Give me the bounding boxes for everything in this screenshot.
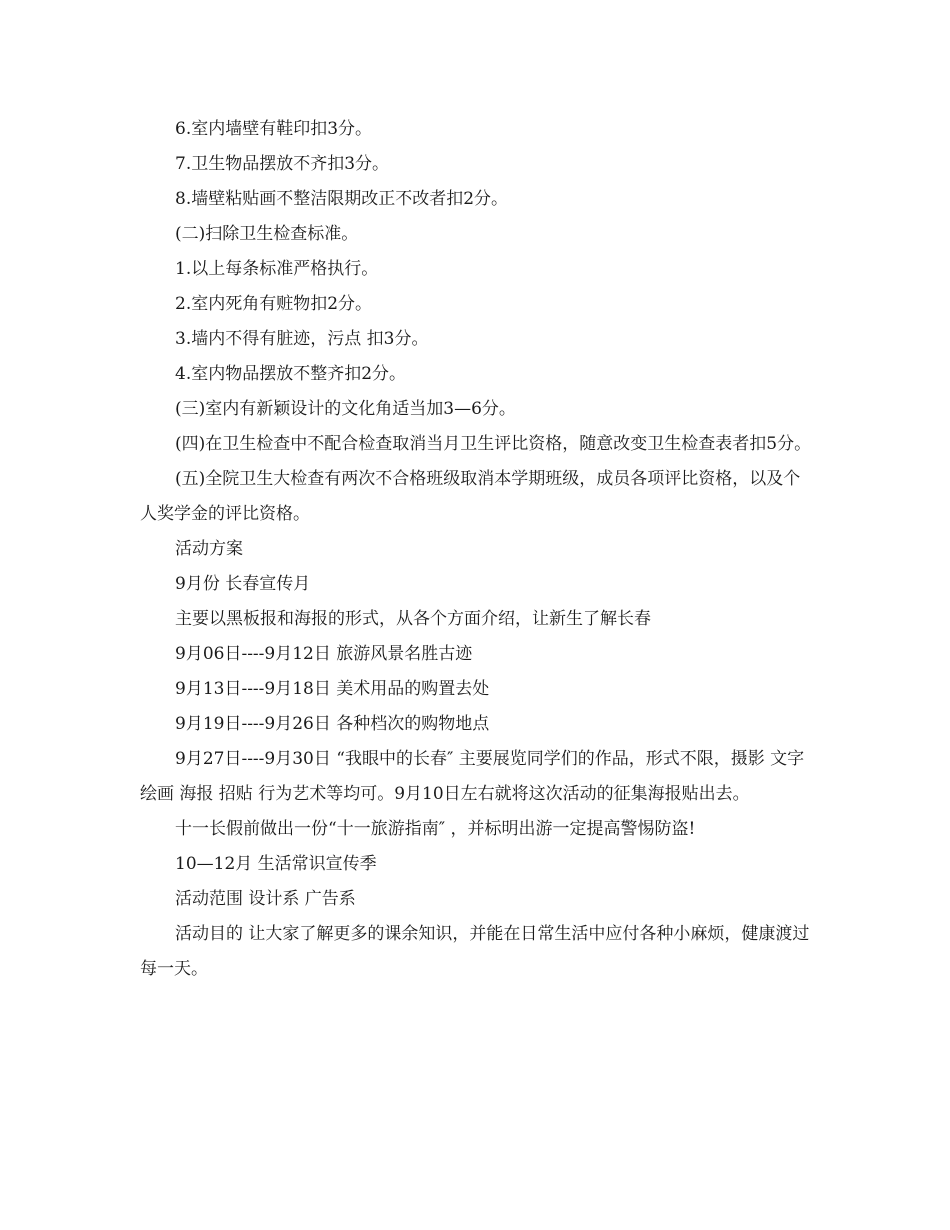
life-knowledge-season-title: 10—12月 生活常识宣传季 (175, 854, 377, 874)
schedule-item-1: 9月06日----9月12日 旅游风景名胜古迹 (175, 644, 473, 664)
schedule-item-3: 9月19日----9月26日 各种档次的购物地点 (175, 714, 490, 734)
paragraph-item-1: 1.以上每条标准严格执行。 (175, 259, 379, 279)
paragraph-item-4: 4.室内物品摆放不整齐扣2分。 (175, 364, 407, 384)
schedule-item-2: 9月13日----9月18日 美术用品的购置去处 (175, 679, 490, 699)
paragraph-item-7: 7.卫生物品摆放不齐扣3分。 (175, 154, 390, 174)
paragraph-item-6: 6.室内墙壁有鞋印扣3分。 (175, 119, 373, 139)
section-five: (五)全院卫生大检查有两次不合格班级取消本学期班级，成员各项评比资格，以及个人奖学金的评比资格。 (140, 469, 801, 524)
document-body (140, 112, 816, 987)
paragraph-item-2: 2.室内死角有赃物扣2分。 (175, 294, 373, 314)
section-four: (四)在卫生检查中不配合检查取消当月卫生评比资格，随意改变卫生检查表者扣5分。 (175, 434, 812, 454)
section-three: (三)室内有新颖设计的文化角适当加3—6分。 (175, 399, 516, 419)
schedule-item-4: 9月27日----9月30日 “我眼中的长春″ 主要展览同学们的作品，形式不限，摄影 文字 绘画 海报 招贴 行为艺术等均可。9月10日左右就将这次活动的征集海报贴出去。 (140, 749, 805, 804)
september-month-title: 9月份 长春宣传月 (175, 574, 311, 594)
activity-purpose: 活动目的 让大家了解更多的课余知识，并能在日常生活中应付各种小麻烦，健康渡过每一天。 (140, 924, 810, 979)
national-day-guide: 十一长假前做出一份“十一旅游指南″ ，并标明出游一定提高警惕防盗! (175, 819, 696, 839)
activity-scope: 活动范围 设计系 广告系 (175, 889, 356, 909)
paragraph-item-3: 3.墙内不得有脏迹，污点 扣3分。 (175, 329, 429, 349)
section-heading-two: (二)扫除卫生检查标准。 (175, 224, 359, 244)
paragraph-item-8: 8.墙壁粘贴画不整洁限期改正不改者扣2分。 (175, 189, 509, 209)
september-description: 主要以黑板报和海报的形式，从各个方面介绍，让新生了解长春 (175, 609, 651, 629)
activity-plan-heading: 活动方案 (175, 539, 243, 559)
